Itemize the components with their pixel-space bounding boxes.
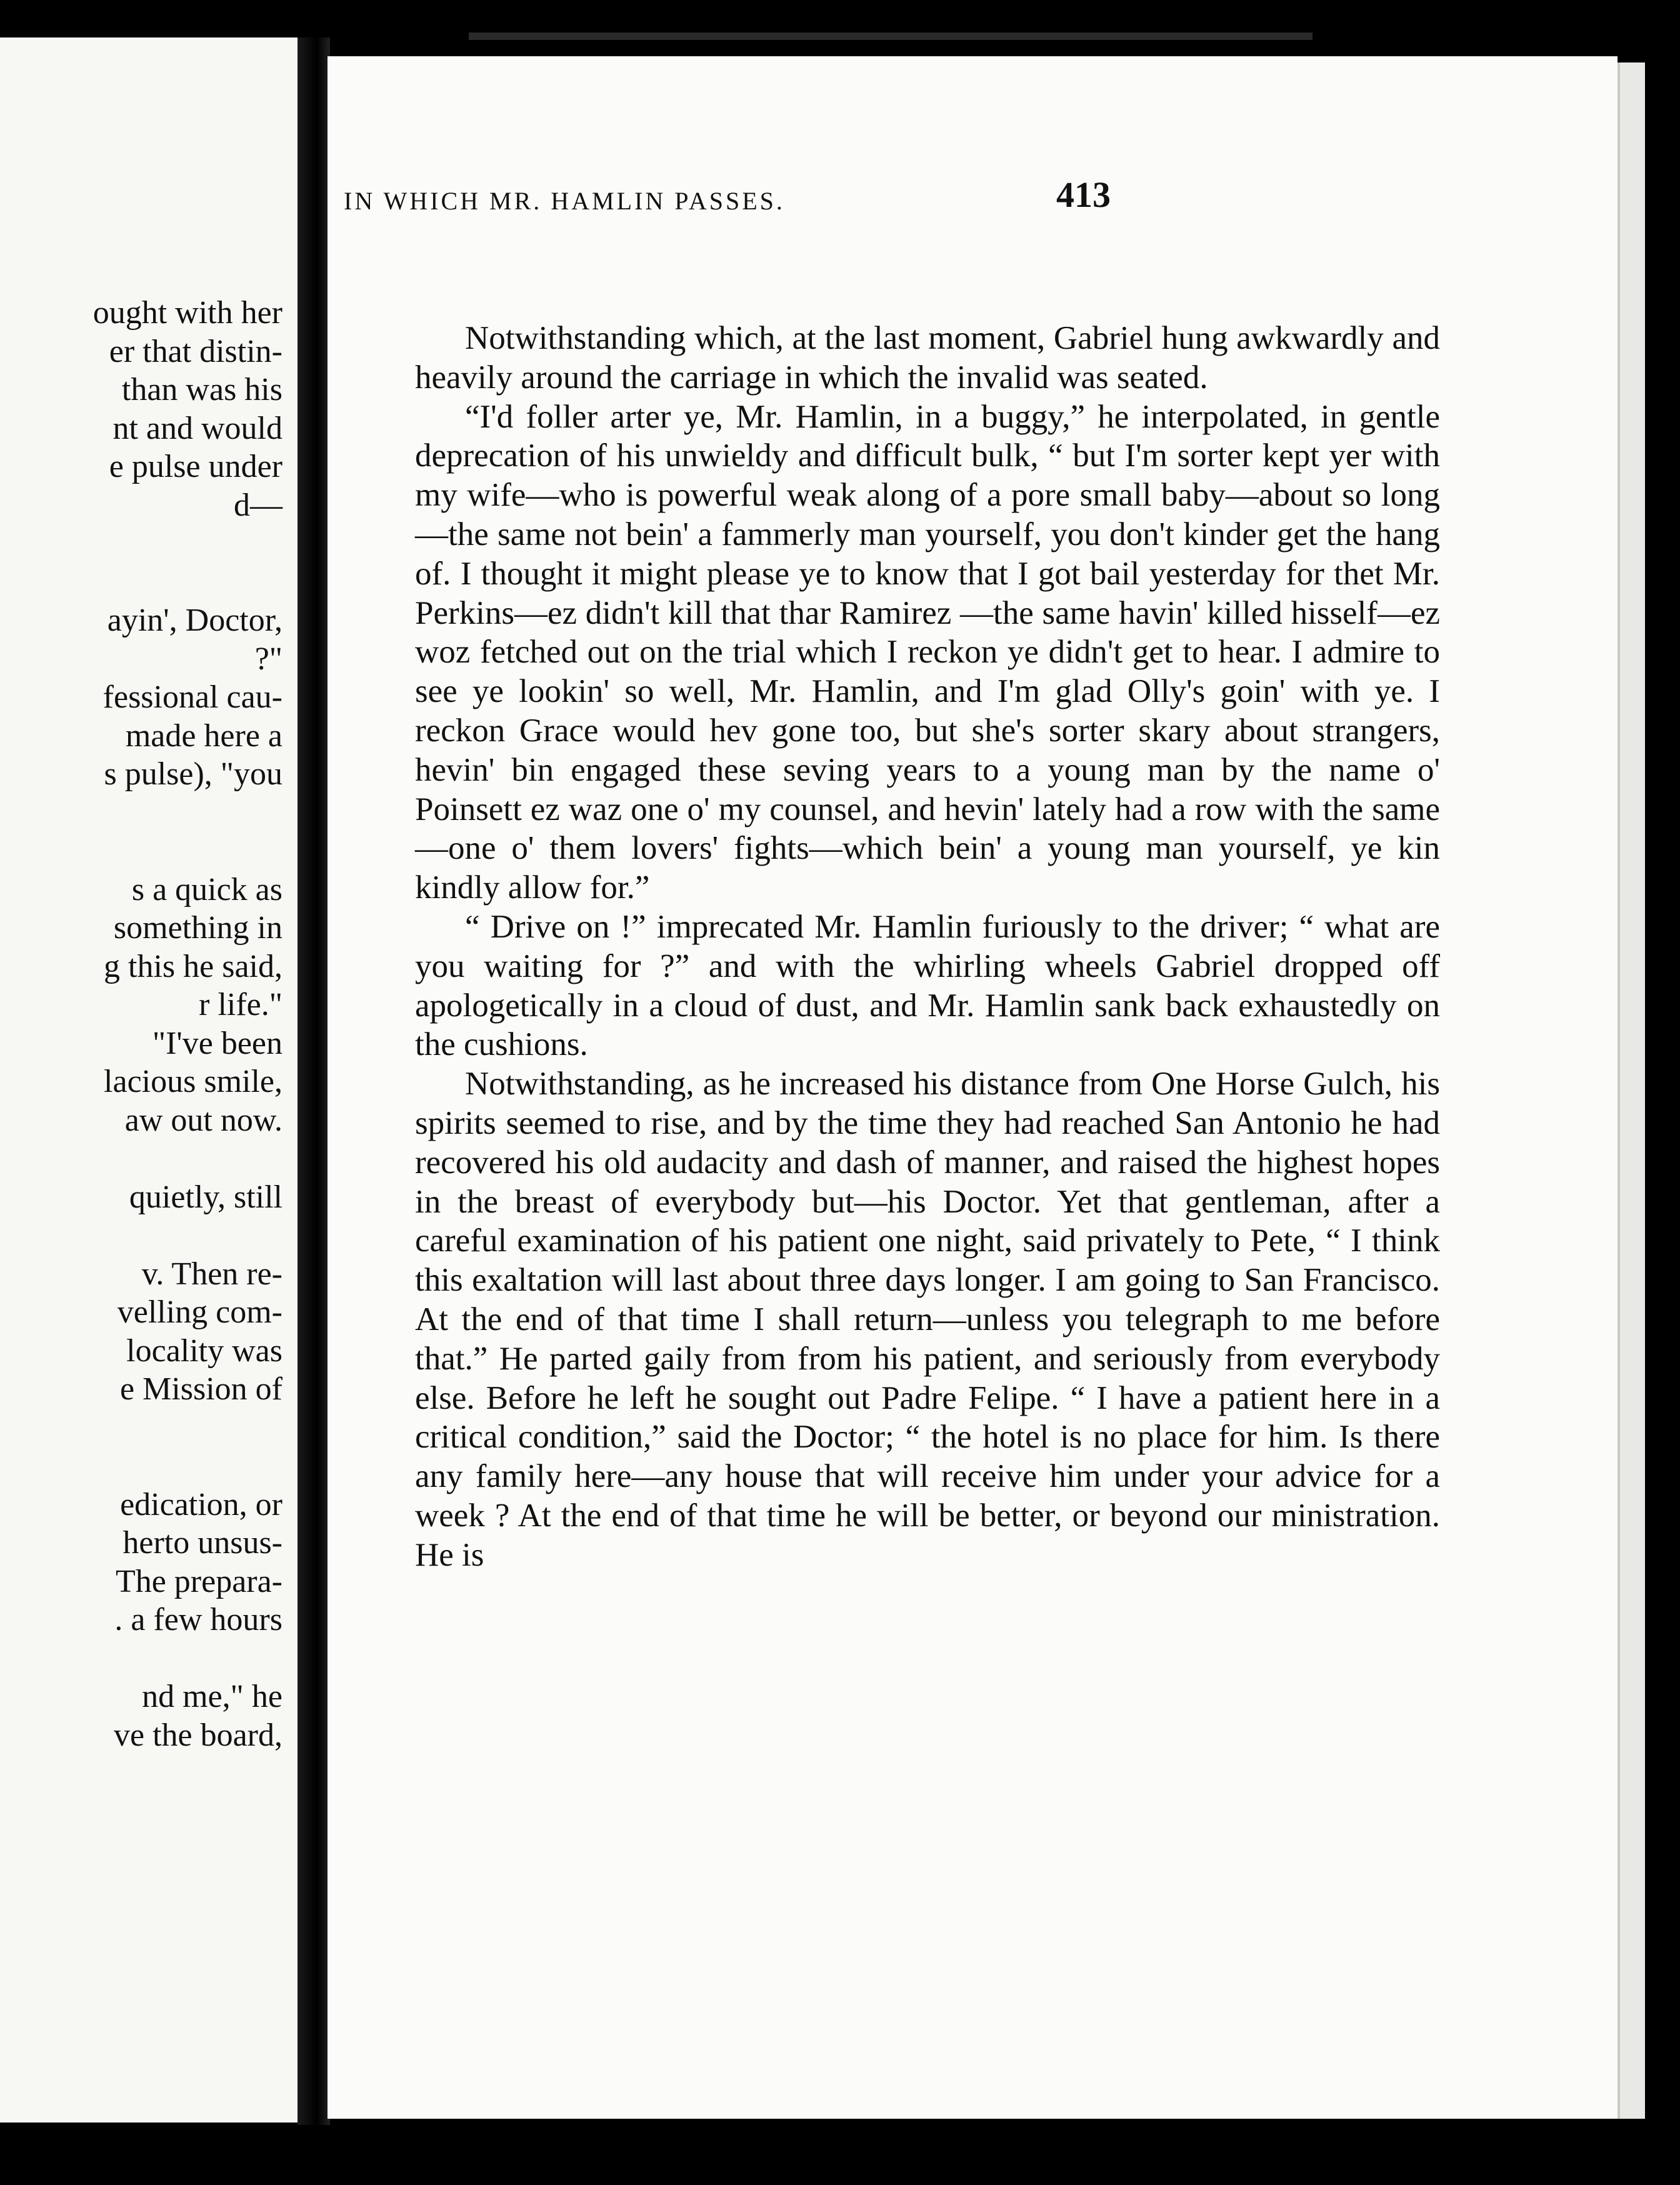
previous-page-line: quietly, still [121, 1179, 282, 1215]
previous-page-line: lacious smile, [104, 1064, 282, 1099]
book-page [328, 56, 1618, 2119]
previous-page-line: something in [113, 910, 282, 946]
previous-page-fragment [0, 38, 314, 2122]
previous-page-line [93, 1639, 282, 1678]
previous-page-line [93, 1216, 282, 1255]
paragraph: Notwithstanding, as he increased his distance from One Horse Gulch, his spirits seemed to rise, and by the time they had reached San Antonio he had recovered his old audacity and dash of manner, and raised the highest hopes in the breast of everybody but—his Doctor. Yet that gentleman, after a careful examination of his patient one night, said privately to Pete, “ I think this exaltation will last about three days longer. I am going to San Francisco. At the end of that time I shall return—unless you telegraph to me before that.” He parted gaily from from his patient, and seriously from everybody else. Before he left he sought out Padre Felipe. “ I have a patient here in a critical condition,” said the Doctor; “ the hotel is no place for him. Is there any family here—any house that will receive him under your advice for a week ? At the end of that time he will be better, or beyond our ministration. He is [415, 1066, 1440, 1573]
previous-page-line: e Mission of [120, 1371, 282, 1407]
previous-page-line: ayin', Doctor, [107, 602, 282, 638]
previous-page-line [93, 1447, 282, 1486]
previous-page-line: ought with her [92, 295, 282, 331]
previous-page-line: . a few hours [114, 1602, 282, 1638]
previous-page-line: er that distin- [109, 333, 282, 369]
previous-page-line: than was his [113, 372, 282, 408]
previous-page-line [93, 1139, 282, 1178]
previous-page-line: nd me," he [142, 1679, 282, 1714]
previous-page-line: nt and would [112, 410, 282, 446]
previous-page-line: e pulse under [109, 449, 282, 484]
running-head: IN WHICH MR. HAMLIN PASSES. [344, 187, 785, 215]
previous-page-line [93, 563, 282, 602]
previous-page-line: fessional cau- [102, 679, 282, 715]
previous-page-line: The prepara- [115, 1563, 282, 1599]
previous-page-line: v. Then re- [141, 1256, 282, 1292]
previous-page-line: "I've been [144, 1025, 282, 1061]
previous-page-line [93, 794, 282, 832]
top-edge-strip [469, 32, 1312, 40]
page-edge [1618, 62, 1645, 2119]
previous-page-text [93, 294, 282, 1754]
previous-page-line: ve the board, [113, 1717, 282, 1753]
paragraph: “I'd foller arter ye, Mr. Hamlin, in a buggy,” he interpolated, in gentle deprecation of his unwieldy and difficult bulk, “ but I'm sorter kept yer with my wife—who is powerful weak along of a pore small baby—about so long—the same not bein' a fammerly man yourself, you don't kinder get the hang of. I thought it might please ye to know that I got bail yesterday for thet Mr. Perkins—ez didn't kill that thar Ramirez —the same havin' killed hisself—ez woz fetched out on the trial which I reckon ye didn't get to hear. I admire to see ye lookin' so well, Mr. Hamlin, and I'm glad Olly's goin' with ye. I reckon Grace would hev gone too, but she's sorter skary about strangers, hevin' bin engaged these seving years to a young man by the name o' Poinsett ez waz one o' my counsel, and hevin' lately had a row with the same—one o' them lovers' fights—which bein' a young man yourself, ye kin kindly allow for.” [415, 398, 1440, 906]
previous-page-line: ?" [246, 641, 282, 677]
previous-page-line: velling com- [117, 1294, 282, 1330]
previous-page-line [93, 524, 282, 563]
previous-page-line: aw out now. [124, 1102, 282, 1138]
previous-page-line [93, 832, 282, 871]
previous-page-line: d— [234, 487, 282, 523]
previous-page-line: locality was [126, 1332, 282, 1369]
previous-page-line: s pulse), "you [104, 756, 282, 792]
previous-page-line: edication, or [120, 1486, 282, 1522]
previous-page-line: r life." [199, 987, 282, 1022]
page-body [415, 319, 1440, 1575]
page-number: 413 [1056, 174, 1111, 215]
paragraph: “ Drive on !” imprecated Mr. Hamlin furiously to the driver; “ what are you waiting for ?” and with the whirling wheels Gabriel dropped off apologetically in a cloud of dust, and Mr. Hamlin sank back exhaustedly on the cushions. [415, 908, 1440, 1063]
paragraph: Notwithstanding which, at the last moment, Gabriel hung awkwardly and heavily around the carriage in which the invalid was seated. [415, 320, 1440, 396]
previous-page-line: g this he said, [104, 948, 282, 984]
previous-page-line: s a quick as [131, 871, 282, 908]
previous-page-line: made here a [117, 718, 282, 754]
previous-page-line: herto unsus- [122, 1525, 282, 1561]
book-spine [298, 38, 330, 2125]
previous-page-line [93, 1409, 282, 1448]
